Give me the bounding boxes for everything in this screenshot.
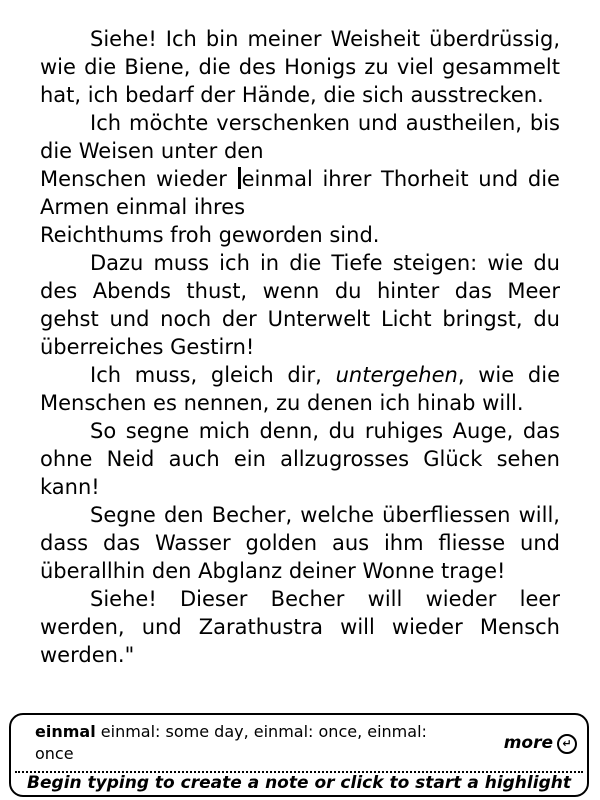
text-before-cursor[interactable]: Menschen wieder	[40, 167, 227, 191]
paragraph-2-line-2[interactable]	[40, 165, 560, 221]
paragraph-4-text-a[interactable]: Ich muss, gleich dir,	[90, 363, 336, 387]
lookup-word: einmal	[35, 722, 96, 741]
selected-word-context[interactable]: einmal ihrer Thorheit und die Armen einmal ihres	[40, 167, 560, 219]
note-hint: Begin typing to create a note or click to start a highlight	[27, 773, 571, 793]
paragraph-4[interactable]	[40, 361, 560, 417]
more-button[interactable]	[504, 733, 577, 754]
paragraph-4-text-b[interactable]: , wie die Menschen es nennen, zu denen ich hinab will.	[40, 363, 560, 415]
dictionary-popup[interactable]	[9, 713, 589, 797]
paragraph-2[interactable]	[40, 109, 560, 249]
paragraph-2-line-1[interactable]: Ich möchte verschenken und austheilen, bis die Weisen unter den	[40, 111, 560, 163]
paragraph-7[interactable]: Siehe! Dieser Becher will wieder leer werden, und Zarathustra will wieder Mensch werden."	[40, 587, 560, 667]
paragraph-1[interactable]: Siehe! Ich bin meiner Weisheit überdrüssig, wie die Biene, die des Honigs zu viel gesammelt hat, ich bedarf der Hände, die sich ausstrecken.	[40, 27, 560, 107]
text-cursor	[238, 167, 241, 189]
definition-text: einmal: some day, einmal: once, einmal: once	[35, 722, 427, 763]
paragraph-2-line-3[interactable]: Reichthums froh geworden sind.	[40, 223, 380, 247]
return-icon: ↵	[557, 734, 577, 754]
paragraph-6[interactable]: Segne den Becher, welche überfliessen will, dass das Wasser golden aus ihm fliesse und überallhin den Abglanz deiner Wonne trage!	[40, 503, 560, 583]
emphasized-word[interactable]: untergehen	[335, 363, 458, 387]
dictionary-entry	[35, 721, 465, 765]
reader-text[interactable]	[40, 25, 560, 715]
paragraph-3[interactable]: Dazu muss ich in die Tiefe steigen: wie du des Abends thust, wenn du hinter das Meer gehst und noch der Unterwelt Licht bringst, du überreiches Gestirn!	[40, 251, 560, 359]
more-label: more	[503, 733, 553, 753]
paragraph-5[interactable]: So segne mich denn, du ruhiges Auge, das ohne Neid auch ein allzugrosses Glück sehen kann!	[40, 419, 560, 499]
